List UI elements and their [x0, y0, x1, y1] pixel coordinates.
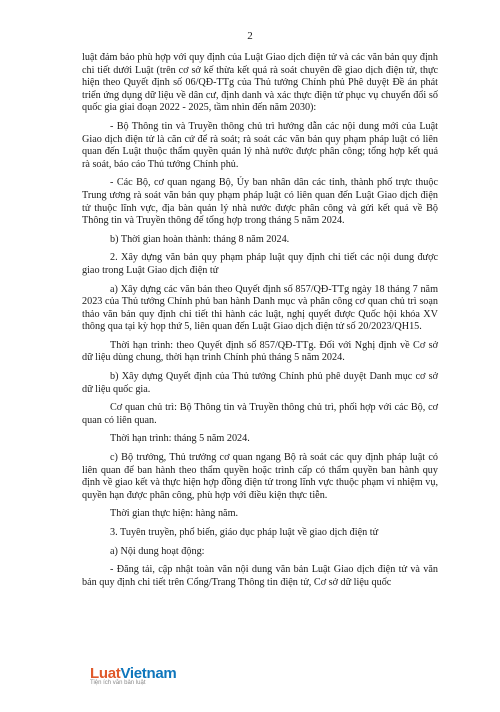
watermark-brand-accent: Vietnam	[120, 665, 177, 682]
paragraph: Thời gian thực hiện: hàng năm.	[110, 508, 239, 520]
page-number: 2	[247, 30, 253, 42]
luatvietnam-watermark	[90, 665, 176, 686]
paragraph: 3. Tuyên truyền, phổ biến, giáo dục pháp luật về giao dịch điện tử	[110, 527, 379, 538]
watermark-brand-main: Luat	[90, 665, 121, 682]
paragraph: b) Thời gian hoàn thành: tháng 8 năm 2024.	[110, 233, 290, 245]
watermark-tagline: Tiện ích văn bản luật	[90, 680, 146, 686]
paragraph: b) Xây dựng Quyết định của Thủ tướng Chính phủ phê duyệt Danh mục cơ sở dữ liệu quốc gia.	[82, 371, 438, 395]
paragraph: c) Bộ trưởng, Thủ trưởng cơ quan ngang Bộ rà soát các quy định pháp luật có liên quan để ban hành theo thẩm quyền hoặc trình cấp có thẩm quyền ban hành quy định về giao kết và thực hiện hợp đồng điện tử trong lĩnh vực thuộc phạm vi nhiệm vụ, quyền hạn được phân công, phù hợp với điều kiện thực tiễn.	[82, 452, 438, 501]
paragraph: a) Nội dung hoạt động:	[110, 545, 205, 557]
paragraph: Thời hạn trình: theo Quyết định số 857/QĐ-TTg. Đối với Nghị định về Cơ sở dữ liệu dùng chung, thời hạn trình Chính phủ tháng 5 năm 2024.	[82, 339, 438, 364]
paragraph: luật đảm bảo phù hợp với quy định của Luật Giao dịch điện tử và các văn bản quy định chi tiết dưới Luật (trên cơ sở kế thừa kết quả rà soát chuyên đề giao dịch điện tử, thực hiện theo Quyết định số 06/QĐ-TTg của Thủ tướng Chính phủ Phê duyệt Đề án phát triển ứng dụng dữ liệu về dân cư, định danh và xác thực điện tử phục vụ chuyển đổi số quốc gia giai đoạn 2022 - 2025, tầm nhìn đến năm 2030):	[82, 52, 438, 114]
paragraph: Thời hạn trình: tháng 5 năm 2024.	[110, 433, 250, 445]
document-body	[82, 52, 438, 595]
paragraph: 2. Xây dựng văn bản quy phạm pháp luật quy định chi tiết các nội dung được giao trong Luật Giao dịch điện tử	[82, 252, 438, 276]
paragraph: Cơ quan chủ trì: Bộ Thông tin và Truyền thông chủ trì, phối hợp với các Bộ, cơ quan có liên quan.	[82, 402, 438, 426]
paragraph: - Các Bộ, cơ quan ngang Bộ, Ủy ban nhân dân các tỉnh, thành phố trực thuộc Trung ương rà soát văn bản quy phạm pháp luật có liên quan đến Luật Giao dịch điện tử thuộc lĩnh vực, địa bàn quản lý nhà nước được phân công và gửi kết quả về Bộ Thông tin và Truyền thông để tổng hợp trong tháng 5 năm 2024.	[82, 177, 438, 227]
paragraph: a) Xây dựng các văn bản theo Quyết định số 857/QĐ-TTg ngày 18 tháng 7 năm 2023 của Thủ tướng Chính phủ ban hành Danh mục và phân công cơ quan chủ trì soạn thảo văn bản quy định chi tiết thi hành các luật, nghị quyết được Quốc hội khóa XV thông qua tại kỳ họp thứ 5, liên quan đến Luật Giao dịch điện tử số 20/2023/QH15.	[82, 283, 438, 333]
paragraph: - Đăng tải, cập nhật toàn văn nội dung văn bản Luật Giao dịch điện tử và văn bản quy định chi tiết trên Cổng/Trang Thông tin điện tử, Cơ sở dữ liệu quốc	[82, 564, 438, 588]
paragraph: - Bộ Thông tin và Truyền thông chủ trì hướng dẫn các nội dung mới của Luật Giao dịch điện tử là căn cứ để rà soát; rà soát các văn bản quy phạm pháp luật có liên quan đến Luật thuộc thẩm quyền quản lý nhà nước được phân công; tổng hợp kết quả rà soát, báo cáo Thủ tướng Chính phủ.	[82, 120, 438, 170]
